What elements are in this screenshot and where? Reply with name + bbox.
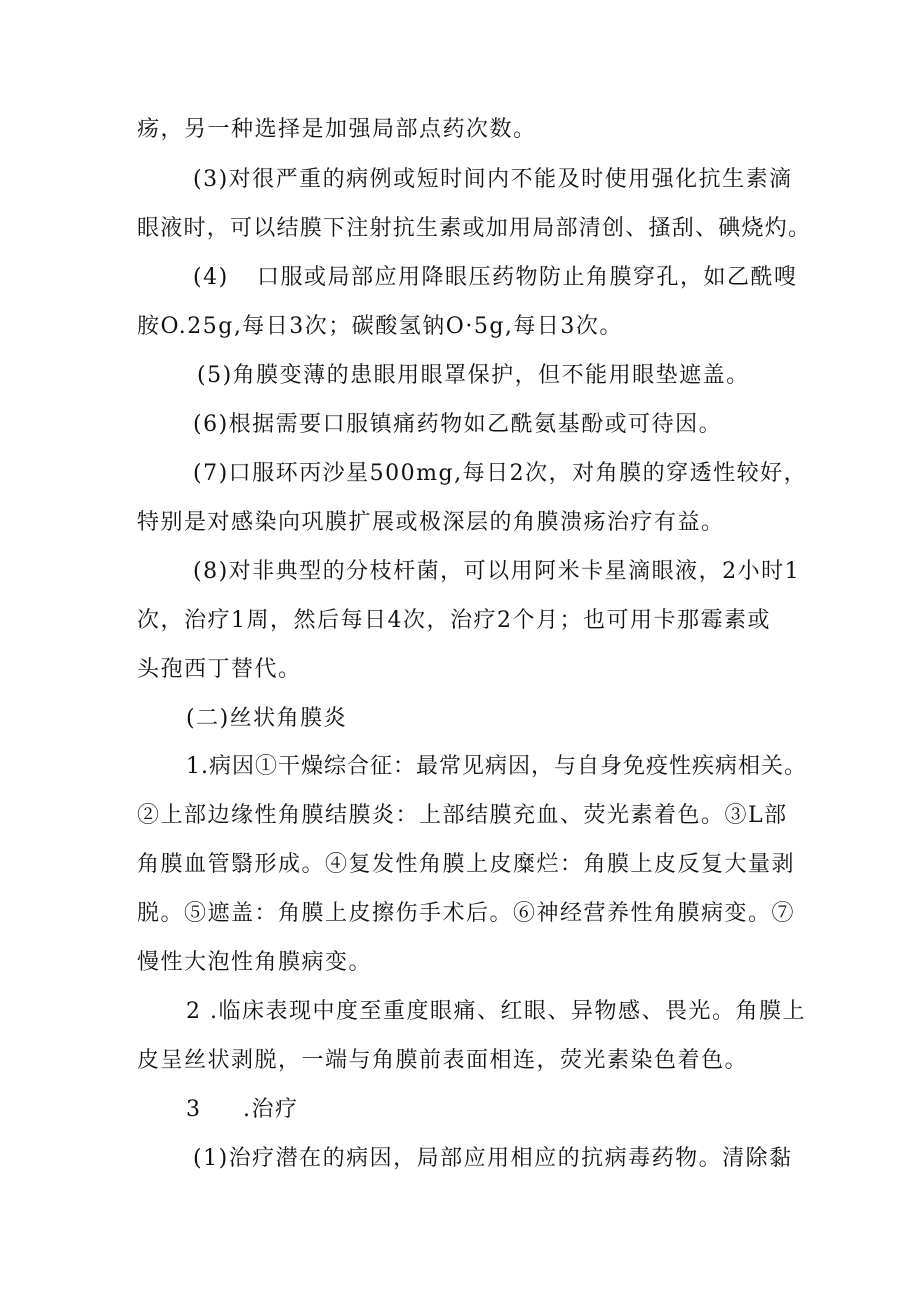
text-line: (8)对非典型的分枝杆菌，可以用阿米卡星滴眼液，2小时1: [193, 559, 801, 584]
text-line: (1)治疗潜在的病因，局部应用相应的抗病毒药物。清除黏: [193, 1146, 793, 1171]
text-line: 慢性大泡性角膜病变。: [137, 950, 373, 975]
text-line: (7)口服环丙沙星500mg,每日2次，对角膜的穿透性较好，: [193, 461, 808, 486]
text-line: 特别是对感染向巩膜扩展或极深层的角膜溃疡治疗有益。: [137, 510, 725, 535]
text-line: ②上部边缘性角膜结膜炎：上部结膜充血、荧光素着色。③L部: [137, 803, 788, 828]
text-line: 脱。⑤遮盖：角膜上皮擦伤手术后。⑥神经营养性角膜病变。⑦: [137, 901, 796, 926]
text-line: 次，治疗1周，然后每日4次，治疗2个月；也可用卡那霉素或: [137, 608, 771, 633]
text-line: (5)角膜变薄的患眼用眼罩保护，但不能用眼垫遮盖。: [197, 363, 750, 388]
text-line: (6)根据需要口服镇痛药物如乙酰氨基酚或可待因。: [193, 412, 723, 437]
text-line: 头孢西丁替代。: [137, 657, 302, 682]
text-line: 胺O.25g,每日3次；碳酸氢钠O·5g,每日3次。: [137, 314, 623, 339]
text-line: 角膜血管翳形成。④复发性角膜上皮糜烂：角膜上皮反复大量剥: [137, 852, 796, 877]
text-line: 口服或局部应用降眼压药物防止角膜穿孔，如乙酰嗖: [257, 265, 798, 290]
text-line: 疡，另一种选择是加强局部点药次数。: [137, 117, 537, 142]
text-line: 眼液时，可以结膜下注射抗生素或加用局部清创、搔刮、碘烧灼。: [137, 216, 812, 241]
list-marker: 3: [186, 1097, 202, 1122]
section-heading: (二)丝状角膜炎: [186, 706, 348, 731]
list-marker: (4): [193, 265, 229, 290]
text-line: (3)对很严重的病例或短时间内不能及时使用强化抗生素滴: [193, 167, 793, 192]
text-line: 1.病因①干燥综合征：最常见病因，与自身免疫性疾病相关。: [186, 754, 807, 779]
text-line: .治疗: [243, 1097, 299, 1122]
text-line: 2 .临床表现中度至重度眼痛、红眼、异物感、畏光。角膜上: [186, 999, 806, 1024]
text-line: 皮呈丝状剥脱，一端与角膜前表面相连，荧光素染色着色。: [137, 1048, 749, 1073]
